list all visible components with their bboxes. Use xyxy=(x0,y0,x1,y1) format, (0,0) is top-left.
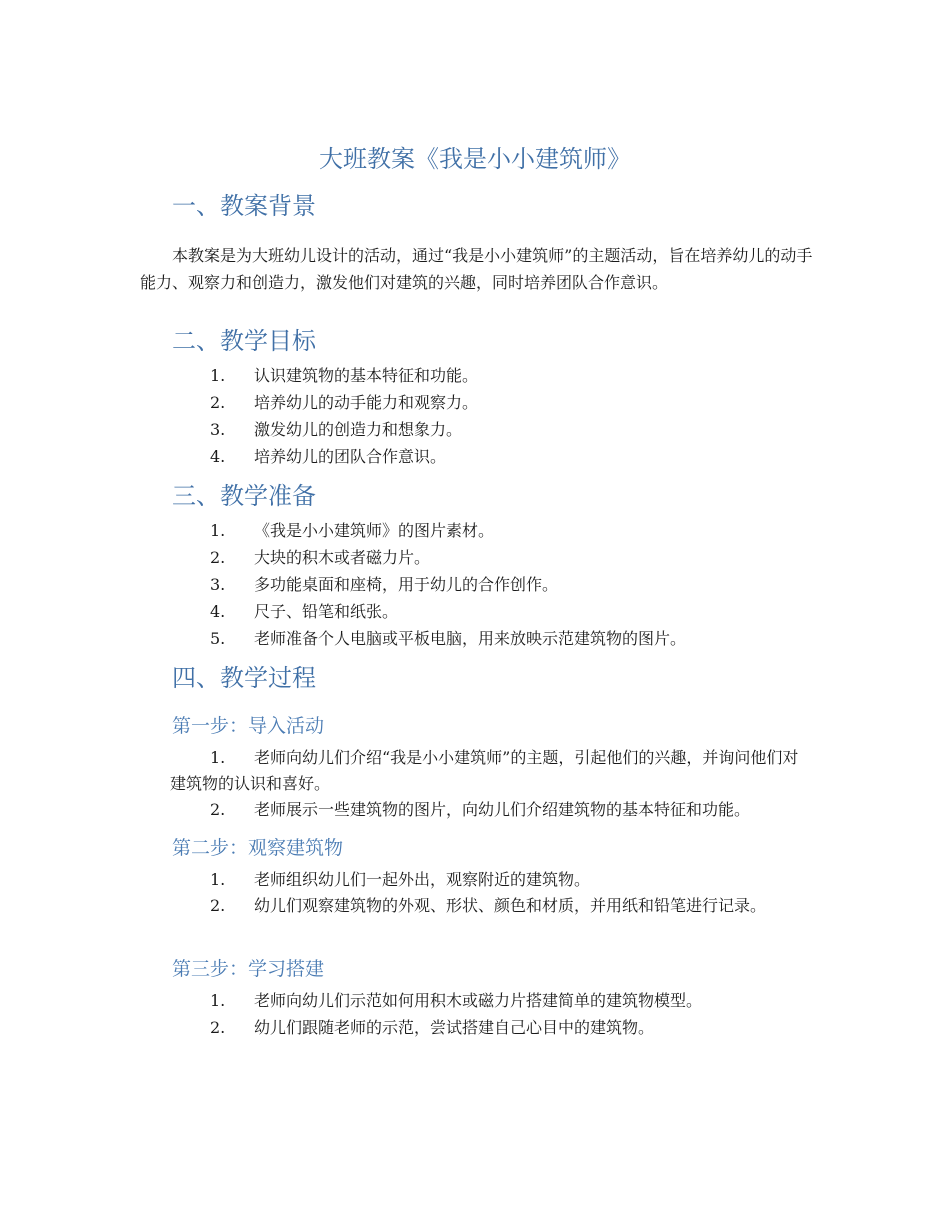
list-text: 老师组织幼儿们一起外出，观察附近的建筑物。 xyxy=(254,870,591,889)
list-item xyxy=(170,1015,820,1041)
list-item xyxy=(170,893,810,919)
list-number: 1. xyxy=(210,748,226,767)
list-text: 《我是小小建筑师》的图片素材。 xyxy=(254,521,495,540)
list-item xyxy=(170,572,820,598)
list-number: 3. xyxy=(210,420,226,439)
list-number: 1. xyxy=(210,991,226,1010)
section-heading-preparation: 三、教学准备 xyxy=(172,482,316,510)
list-item xyxy=(170,518,820,544)
list-text: 老师准备个人电脑或平板电脑，用来放映示范建筑物的图片。 xyxy=(254,629,687,648)
list-number: 4. xyxy=(210,602,226,621)
list-number: 5. xyxy=(210,629,226,648)
section-heading-goals: 二、教学目标 xyxy=(172,327,316,355)
list-text: 激发幼儿的创造力和想象力。 xyxy=(254,420,463,439)
step-heading-intro: 第一步：导入活动 xyxy=(172,715,325,737)
list-item xyxy=(170,417,820,443)
list-number: 2. xyxy=(210,393,226,412)
list-text: 培养幼儿的团队合作意识。 xyxy=(254,447,447,466)
list-text: 幼儿们观察建筑物的外观、形状、颜色和材质，并用纸和铅笔进行记录。 xyxy=(254,896,767,915)
step-heading-observe: 第二步：观察建筑物 xyxy=(172,837,344,859)
list-number: 2. xyxy=(210,1018,226,1037)
list-number: 2. xyxy=(210,548,226,567)
step-heading-build: 第三步：学习搭建 xyxy=(172,958,325,980)
list-text: 老师展示一些建筑物的图片，向幼儿们介绍建筑物的基本特征和功能。 xyxy=(254,800,751,819)
list-number: 1. xyxy=(210,366,226,385)
list-item xyxy=(170,545,820,571)
document-title: 大班教案《我是小小建筑师》 xyxy=(319,145,631,173)
background-paragraph: 本教案是为大班幼儿设计的活动，通过“我是小小建筑师”的主题活动，旨在培养幼儿的动手能力、观察力和创造力，激发他们对建筑的兴趣，同时培养团队合作意识。 xyxy=(140,246,813,292)
list-number: 2. xyxy=(210,896,226,915)
list-item xyxy=(170,363,820,389)
list-text: 认识建筑物的基本特征和功能。 xyxy=(254,366,479,385)
list-item xyxy=(170,988,820,1014)
section-heading-process: 四、教学过程 xyxy=(172,664,316,692)
list-text: 老师向幼儿们示范如何用积木或磁力片搭建简单的建筑物模型。 xyxy=(254,991,703,1010)
list-item xyxy=(170,626,820,652)
list-text: 老师向幼儿们介绍“我是小小建筑师”的主题，引起他们的兴趣，并询问他们对建筑物的认识和喜好。 xyxy=(170,748,799,793)
list-item xyxy=(170,444,820,470)
list-number: 1. xyxy=(210,521,226,540)
list-item xyxy=(170,797,830,823)
list-text: 尺子、铅笔和纸张。 xyxy=(254,602,399,621)
list-number: 4. xyxy=(210,447,226,466)
section-heading-background: 一、教案背景 xyxy=(172,192,316,220)
list-number: 1. xyxy=(210,870,226,889)
list-text: 多功能桌面和座椅，用于幼儿的合作创作。 xyxy=(254,575,559,594)
list-text: 培养幼儿的动手能力和观察力。 xyxy=(254,393,479,412)
list-item xyxy=(170,599,820,625)
list-item xyxy=(170,745,810,797)
list-item xyxy=(170,867,820,893)
list-number: 3. xyxy=(210,575,226,594)
list-item xyxy=(170,390,820,416)
list-text: 幼儿们跟随老师的示范，尝试搭建自己心目中的建筑物。 xyxy=(254,1018,655,1037)
list-text: 大块的积木或者磁力片。 xyxy=(254,548,431,567)
list-number: 2. xyxy=(210,800,226,819)
